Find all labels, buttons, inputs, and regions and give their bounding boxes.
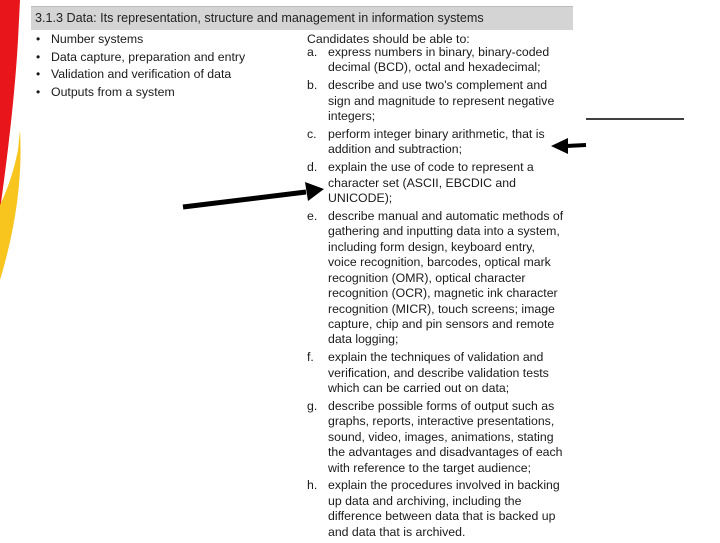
outcome-letter: h. bbox=[307, 478, 318, 493]
outcome-text: describe manual and automatic methods of gathering and inputting data into a system, including form design, keyboard entry, voice recognition, barcodes, optical mark recognition (OMR), optical character recognition (OCR), magnetic ink character recognition (MICR), touch screens; image capture, chip and pin sensors and remote data logging; bbox=[328, 209, 564, 347]
outcome-letter: d. bbox=[307, 160, 318, 175]
outcome-text: explain the techniques of validation and verification, and describe validation tests which can be carried out on data; bbox=[328, 350, 549, 396]
outcome-text: describe possible forms of output such as graphs, reports, interactive presentations, sound, video, images, animations, stating the advantages and disadvantages of each with reference to the target audience; bbox=[328, 398, 563, 475]
topic-label: Outputs from a system bbox=[51, 84, 175, 99]
outcome-letter: a. bbox=[307, 45, 318, 59]
outcome-text: describe and use two's complement and sign and magnitude to represent negative integers; bbox=[328, 78, 555, 124]
outcome-text: express numbers in binary, binary-coded decimal (BCD), octal and hexadecimal; bbox=[328, 45, 550, 75]
bullet-icon: • bbox=[36, 84, 41, 99]
bullet-icon: • bbox=[36, 49, 41, 64]
topic-label: Number systems bbox=[51, 32, 144, 46]
topic-label: Data capture, preparation and entry bbox=[51, 49, 246, 64]
topic-label: Validation and verification of data bbox=[51, 67, 232, 81]
outcome-text: explain the procedures involved in backing up data and archiving, including the difference between data that is backed up and data that is archived. bbox=[328, 478, 560, 539]
outcome-text: perform integer binary arithmetic, that is addition and subtraction; bbox=[328, 127, 545, 157]
outcome-letter: e. bbox=[307, 209, 318, 224]
outcome-letter: b. bbox=[307, 78, 318, 93]
arrow-left-icon bbox=[551, 138, 586, 154]
outcome-letter: c. bbox=[307, 127, 317, 142]
bullet-icon: • bbox=[36, 32, 41, 46]
outcome-text: explain the use of code to represent a character set (ASCII, EBCDIC and UNICODE); bbox=[328, 160, 534, 206]
section-title: 3.1.3 Data: Its representation, structure and management in information systems bbox=[35, 11, 484, 25]
outcome-letter: f. bbox=[307, 350, 314, 365]
outcomes-intro: Candidates should be able to: bbox=[307, 32, 470, 46]
arrow-right-icon bbox=[183, 182, 324, 207]
outcome-letter: g. bbox=[307, 398, 318, 413]
bullet-icon: • bbox=[36, 67, 41, 81]
